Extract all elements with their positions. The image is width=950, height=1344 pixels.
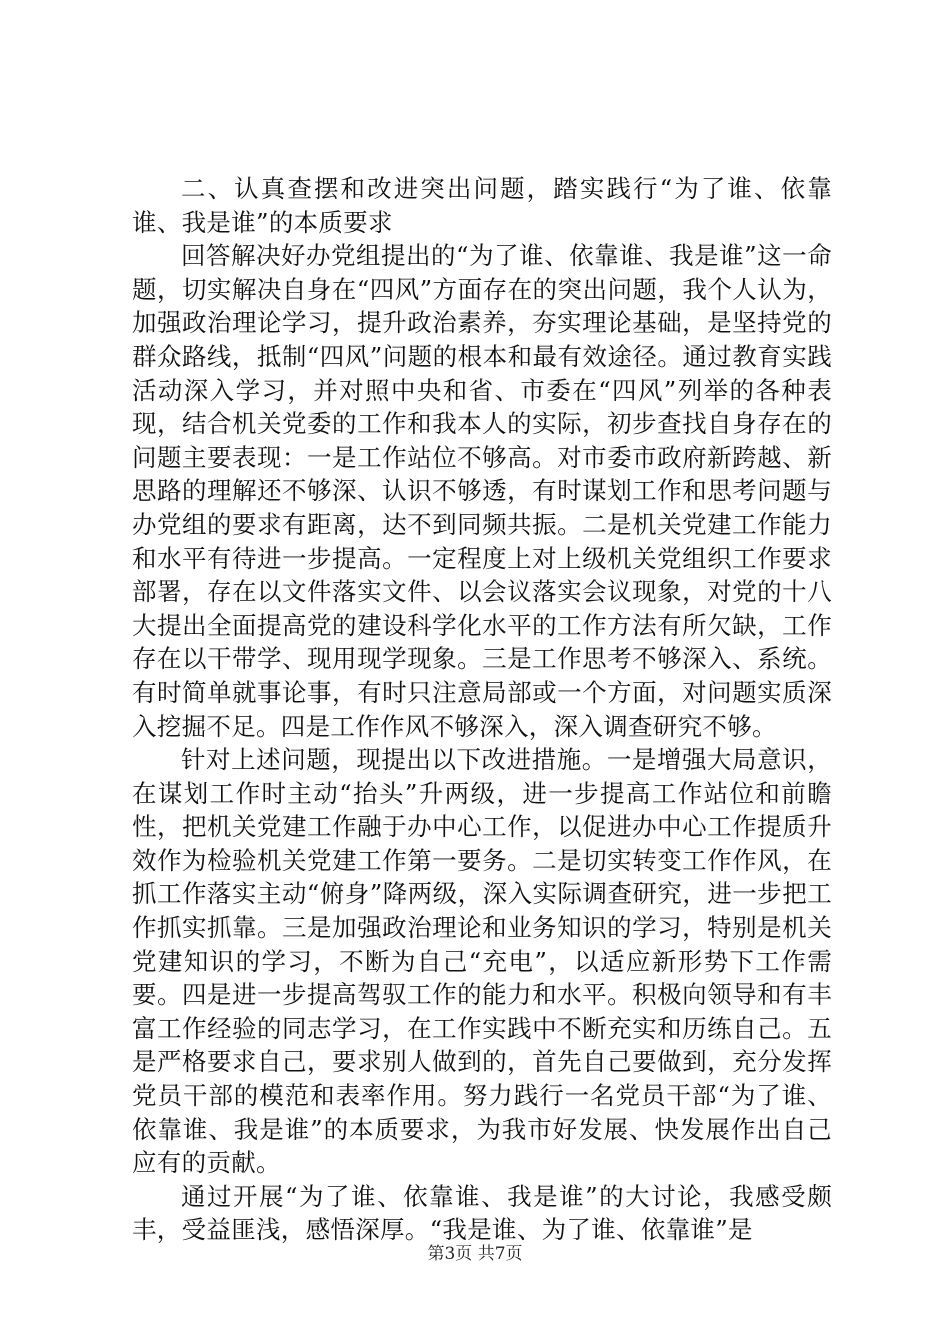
page-number-footer: 第3页 共7页	[427, 1244, 523, 1264]
document-body	[132, 172, 832, 1247]
section-heading-paragraph: 二、认真查摆和改进突出问题，踏实践行“为了谁、依靠谁、我是谁”的本质要求	[132, 174, 832, 237]
body-paragraph-measures: 针对上述问题，现提出以下改进措施。一是增强大局意识，在谋划工作时主动“抬头”升两级，进一步提高工作站位和前瞻性，把机关党建工作融于办中心工作，以促进办中心工作提质升效作为检验机关党建工作第一要务。二是切实转变工作作风，在抓工作落实主动“俯身”降两级，深入实际调查研究，进一步把工作抓实抓靠。三是加强政治理论和业务知识的学习，特别是机关党建知识的学习，不断为自己“充电”，以适应新形势下工作需要。四是进一步提高驾驭工作的能力和水平。积极向领导和有丰富工作经验的同志学习，在工作实践中不断充实和历练自己。五是严格要求自己，要求别人做到的，首先自己要做到，充分发挥党员干部的模范和表率作用。努力践行一名党员干部“为了谁、依靠谁、我是谁”的本质要求，为我市好发展、快发展作出自己应有的贡献。	[132, 745, 832, 1178]
body-paragraph-problems: 回答解决好办党组提出的“为了谁、依靠谁、我是谁”这一命题，切实解决自身在“四风”方面存在的突出问题，我个人认为，加强政治理论学习，提升政治素养，夯实理论基础，是坚持党的群众路线，抵制“四风”问题的根本和最有效途径。通过教育实践活动深入学习，并对照中央和省、市委在“四风”列举的各种表现，结合机关党委的工作和我本人的实际，初步查找自身存在的问题主要表现：一是工作站位不够高。对市委市政府新跨越、新思路的理解还不够深、认识不够透，有时谋划工作和思考问题与办党组的要求有距离，达不到同频共振。二是机关党建工作能力和水平有待进一步提高。一定程度上对上级机关党组织工作要求部署，存在以文件落实文件、以会议落实会议现象，对党的十八大提出全面提高党的建设科学化水平的工作方法有所欠缺，工作存在以干带学、现用现学现象。三是工作思考不够深入、系统。有时简单就事论事，有时只注意局部或一个方面，对问题实质深入挖掘不足。四是工作作风不够深入，深入调查研究不够。	[132, 241, 832, 741]
body-paragraph-reflection: 通过开展“为了谁、依靠谁、我是谁”的大讨论，我感受颇丰，受益匪浅，感悟深厚。“我是谁、为了谁、依靠谁”是	[132, 1181, 832, 1245]
